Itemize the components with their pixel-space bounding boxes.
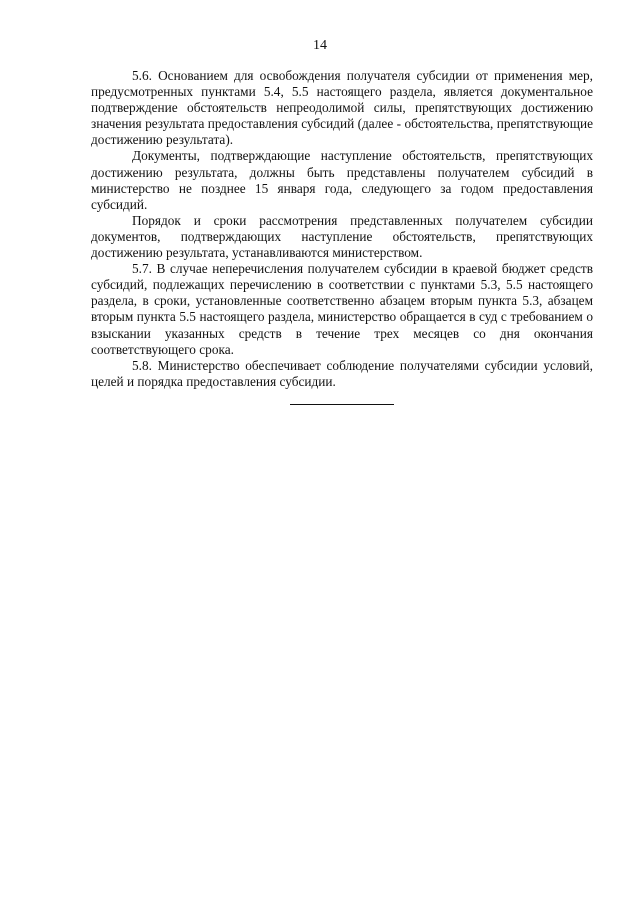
document-body xyxy=(91,68,593,405)
paragraph-5-6: 5.6. Основанием для освобождения получателя субсидии от применения мер, предусмотренных пунктами 5.4, 5.5 настоящего раздела, является документальное подтверждение обстоятельств непреодолимой силы, препятствующих достижению значения результата предоставления субсидий (далее - обстоятельства, препятствующие достижению результата). xyxy=(91,68,593,148)
closing-divider xyxy=(290,404,394,405)
paragraph-5-7: 5.7. В случае неперечисления получателем субсидии в краевой бюджет средств субсидий, подлежащих перечислению в соответствии с пунктами 5.3, 5.5 настоящего раздела, в сроки, установленные соответственно абзацем вторым пункта 5.3, абзацем вторым пункта 5.5 настоящего раздела, министерство обращается в суд с требованием о взыскании указанных средств в течение трех месяцев со дня окончания соответствующего срока. xyxy=(91,261,593,357)
paragraph-procedure: Порядок и сроки рассмотрения представленных получателем субсидии документов, подтверждающих наступление обстоятельств, препятствующих достижению результата, устанавливаются министерством. xyxy=(91,212,593,261)
paragraph-documents: Документы, подтверждающие наступление обстоятельств, препятствующих достижению результата, должны быть представлены получателем субсидий в министерство не позднее 15 января года, следующего за годом предоставления субсидий. xyxy=(91,148,593,212)
paragraph-5-8: 5.8. Министерство обеспечивает соблюдение получателями субсидии условий, целей и порядка предоставления субсидии. xyxy=(91,357,593,389)
page-number: 14 xyxy=(313,38,327,53)
